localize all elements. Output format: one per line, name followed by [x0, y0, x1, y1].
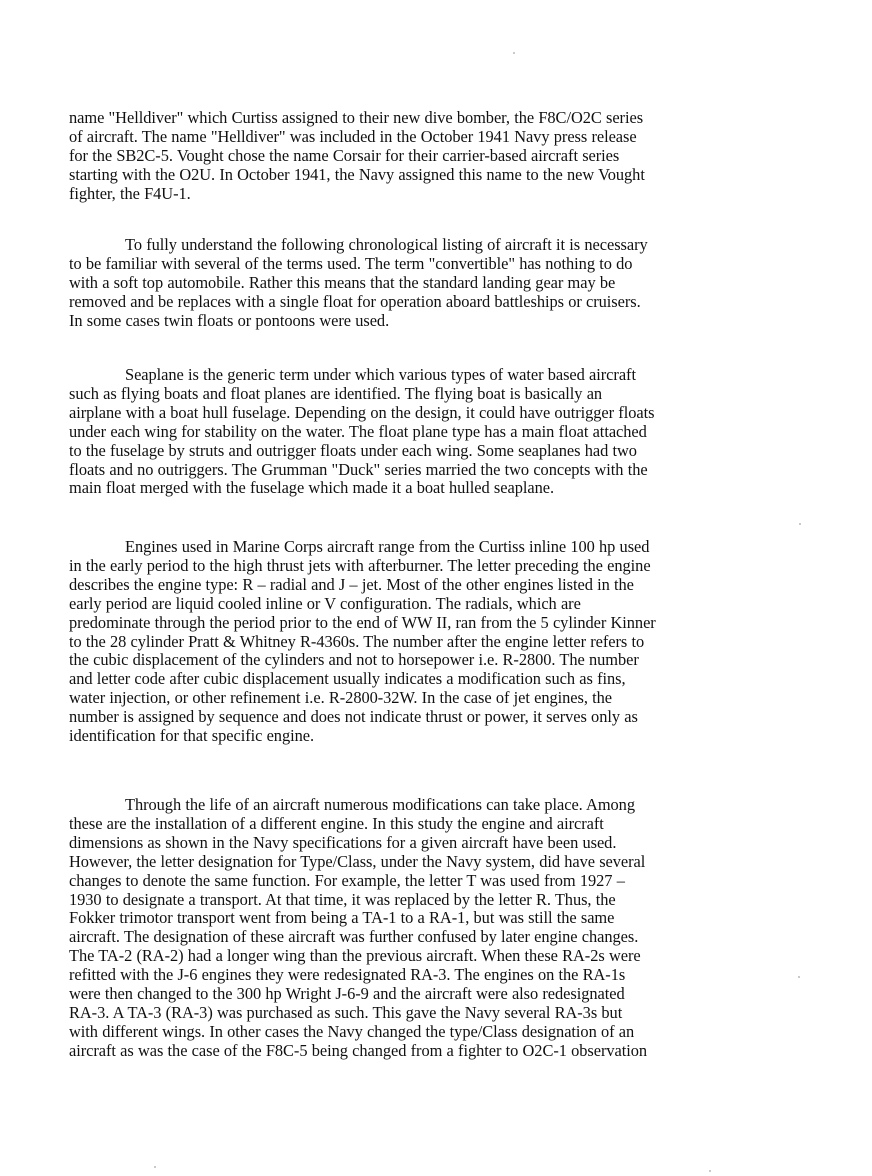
- text-line: the cubic displacement of the cylinders and not to horsepower i.e. R-2800. The number: [69, 650, 639, 670]
- text-line: water injection, or other refinement i.e. R-2800-32W. In the case of jet engines, the: [69, 688, 613, 708]
- text-line: under each wing for stability on the water. The float plane type has a main float attached: [69, 421, 647, 441]
- text-line: name "Helldiver" which Curtiss assigned to their new dive bomber, the F8C/O2C series: [69, 108, 644, 127]
- text-line: To fully understand the following chronological listing of aircraft it is necessary: [125, 235, 648, 254]
- text-line: with different wings. In other cases the Navy changed the type/Class designation of an: [69, 1021, 635, 1041]
- scan-speck: [799, 523, 801, 525]
- text-line: and letter code after cubic displacement usually indicates a modification such as fins,: [69, 669, 626, 689]
- text-line: describes the engine type: R – radial and J – jet. Most of the other engines listed in the: [69, 574, 634, 594]
- text-line: aircraft as was the case of the F8C-5 being changed from a fighter to O2C-1 observation: [69, 1040, 648, 1060]
- text-line: these are the installation of a different engine. In this study the engine and aircraft: [69, 813, 604, 833]
- paragraph-3: [69, 366, 729, 498]
- text-line: main float merged with the fuselage which made it a boat hulled seaplane.: [69, 478, 554, 498]
- text-line: RA-3. A TA-3 (RA-3) was purchased as such. This gave the Navy several RA-3s but: [69, 1002, 623, 1022]
- text-line: early period are liquid cooled inline or V configuration. The radials, which are: [69, 593, 581, 613]
- scan-speck: [154, 1166, 156, 1168]
- text-line: for the SB2C-5. Vought chose the name Corsair for their carrier-based aircraft series: [69, 145, 620, 165]
- text-line: Seaplane is the generic term under which various types of water based aircraft: [125, 365, 636, 384]
- text-line: Engines used in Marine Corps aircraft range from the Curtiss inline 100 hp used: [125, 537, 650, 556]
- text-line: starting with the O2U. In October 1941, the Navy assigned this name to the new Vought: [69, 164, 645, 184]
- scan-speck: [709, 1170, 711, 1172]
- text-line: of aircraft. The name "Helldiver" was included in the October 1941 Navy press release: [69, 126, 637, 146]
- text-line: number is assigned by sequence and does not indicate thrust or power, it serves only as: [69, 707, 638, 727]
- scan-speck: [798, 976, 800, 978]
- text-line: Through the life of an aircraft numerous modifications can take place. Among: [125, 795, 635, 814]
- text-line: In some cases twin floats or pontoons were used.: [69, 310, 390, 330]
- text-line: predominate through the period prior to the end of WW II, ran from the 5 cylinder Kinner: [69, 612, 656, 632]
- text-line: dimensions as shown in the Navy specifications for a given aircraft have been used.: [69, 832, 617, 852]
- text-line: in the early period to the high thrust jets with afterburner. The letter preceding the engine: [69, 555, 651, 575]
- text-line: Fokker trimotor transport went from being a TA-1 to a RA-1, but was still the same: [69, 908, 615, 928]
- text-line: 1930 to designate a transport. At that time, it was replaced by the letter R. Thus, the: [69, 889, 616, 909]
- text-line: airplane with a boat hull fuselage. Depending on the design, it could have outrigger floats: [69, 402, 655, 422]
- text-line: to the 28 cylinder Pratt & Whitney R-4360s. The number after the engine letter refers to: [69, 631, 645, 651]
- text-line: changes to denote the same function. For example, the letter T was used from 1927 –: [69, 870, 625, 890]
- text-line: The TA-2 (RA-2) had a longer wing than the previous aircraft. When these RA-2s were: [69, 946, 641, 966]
- paragraph-4: [69, 538, 729, 746]
- text-line: refitted with the J-6 engines they were redesignated RA-3. The engines on the RA-1s: [69, 965, 626, 985]
- text-line: fighter, the F4U-1.: [69, 183, 191, 203]
- paragraph-1: [69, 109, 729, 204]
- paragraph-2: [69, 236, 729, 331]
- paragraph-5: [69, 796, 729, 1061]
- scan-speck: [513, 52, 515, 54]
- text-line: were then changed to the 300 hp Wright J-6-9 and the aircraft were also redesignated: [69, 984, 625, 1004]
- text-line: with a soft top automobile. Rather this means that the standard landing gear may be: [69, 272, 616, 292]
- text-line: such as flying boats and float planes are identified. The flying boat is basically an: [69, 383, 603, 403]
- text-line: to be familiar with several of the terms used. The term "convertible" has nothing to do: [69, 253, 633, 273]
- text-line: However, the letter designation for Type/Class, under the Navy system, did have several: [69, 851, 646, 871]
- text-line: aircraft. The designation of these aircraft was further confused by later engine changes.: [69, 927, 639, 947]
- text-line: to the fuselage by struts and outrigger floats under each wing. Some seaplanes had two: [69, 440, 637, 460]
- text-line: removed and be replaces with a single float for operation aboard battleships or cruisers.: [69, 291, 641, 311]
- text-line: floats and no outriggers. The Grumman "Duck" series married the two concepts with the: [69, 459, 648, 479]
- text-line: identification for that specific engine.: [69, 726, 315, 746]
